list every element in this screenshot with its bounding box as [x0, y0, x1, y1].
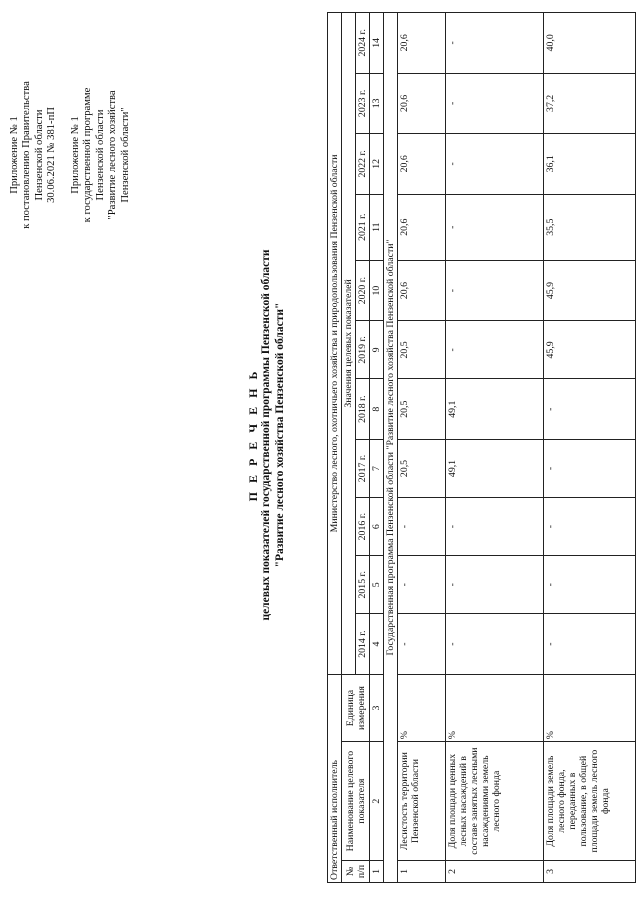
value-cell: 20,6	[398, 134, 446, 194]
table-row	[446, 13, 544, 883]
appendix-state-program	[70, 20, 132, 290]
appendix-line: Приложение № 1	[9, 116, 20, 194]
value-cell: 35,5	[544, 194, 636, 260]
appendix-line: Пензенской области"	[119, 107, 131, 203]
column-number: 11	[370, 194, 384, 260]
column-number: 6	[370, 498, 384, 556]
appendix-line: Пензенской области	[33, 109, 45, 201]
row-number: 3	[544, 860, 636, 882]
header-number: № п/п	[342, 860, 370, 882]
header-row	[342, 13, 356, 883]
value-cell: 20,5	[398, 379, 446, 439]
value-cell: -	[446, 498, 544, 556]
column-number: 3	[370, 674, 384, 741]
value-cell: 49,1	[446, 379, 544, 439]
unit-cell: %	[398, 674, 446, 741]
value-cell: -	[446, 134, 544, 194]
indicator-name: Лесистость территории Пензенской области	[398, 742, 446, 861]
column-number: 9	[370, 321, 384, 379]
value-cell: -	[446, 321, 544, 379]
column-number: 13	[370, 73, 384, 133]
document-title-block	[246, 145, 287, 725]
year-cell: 2022 г.	[356, 134, 370, 194]
year-cell: 2024 г.	[356, 13, 370, 74]
executor-row	[328, 13, 342, 883]
header-unit: Единица измерения	[342, 674, 370, 741]
value-cell: -	[446, 73, 544, 133]
year-cell: 2021 г.	[356, 194, 370, 260]
row-number: 2	[446, 860, 544, 882]
appendix-line: 30.06.2021 № 381-пП	[46, 107, 58, 203]
executor-value: Министерство лесного, охотничьего хозяйства и природопользования Пензенской области	[328, 13, 342, 675]
value-cell: -	[544, 614, 636, 674]
appendix-line: к государственной программе	[82, 87, 94, 223]
value-cell: 49,1	[446, 439, 544, 497]
column-number: 1	[370, 860, 384, 882]
program-name: "Развитие лесного хозяйства Пензенской области"	[273, 302, 286, 568]
value-cell: -	[544, 439, 636, 497]
value-cell: 20,6	[398, 194, 446, 260]
value-cell: 20,6	[398, 260, 446, 320]
table-row	[544, 13, 636, 883]
year-cell: 2019 г.	[356, 321, 370, 379]
column-number: 12	[370, 134, 384, 194]
year-cell: 2017 г.	[356, 439, 370, 497]
value-cell: 20,5	[398, 439, 446, 497]
value-cell: -	[544, 379, 636, 439]
document-title: П Е Р Е Ч Е Н Ь	[246, 368, 260, 502]
value-cell: -	[398, 556, 446, 614]
year-cell: 2020 г.	[356, 260, 370, 320]
year-cell: 2015 г.	[356, 556, 370, 614]
executor-label: Ответственный исполнитель	[328, 674, 342, 882]
value-cell: 36,1	[544, 134, 636, 194]
year-cell: 2023 г.	[356, 73, 370, 133]
value-cell: -	[446, 13, 544, 74]
unit-cell: %	[446, 674, 544, 741]
program-row-label: Государственная программа Пензенской области "Развитие лесного хозяйства Пензенской области"	[384, 13, 398, 883]
column-number: 2	[370, 742, 384, 861]
value-cell: 20,6	[398, 13, 446, 74]
indicator-name: Доля площади земель лесного фонда, переданных в пользование, в общей площади земель лесного фонда	[544, 742, 636, 861]
value-cell: -	[544, 556, 636, 614]
column-number: 7	[370, 439, 384, 497]
program-row	[384, 13, 398, 883]
header-values: Значения целевых показателей	[342, 13, 356, 675]
column-number: 8	[370, 379, 384, 439]
row-number: 1	[398, 860, 446, 882]
value-cell: 37,2	[544, 73, 636, 133]
value-cell: 40,0	[544, 13, 636, 74]
year-cell: 2018 г.	[356, 379, 370, 439]
value-cell: 45,9	[544, 321, 636, 379]
value-cell: -	[398, 614, 446, 674]
value-cell: -	[446, 260, 544, 320]
value-cell: 20,5	[398, 321, 446, 379]
indicator-name: Доля площади ценных лесных насаждений в составе занятых лесными насаждениями земель лесного фонда	[446, 742, 544, 861]
value-cell: 20,6	[398, 73, 446, 133]
column-number: 14	[370, 13, 384, 74]
value-cell: -	[446, 556, 544, 614]
unit-cell: %	[544, 674, 636, 741]
table-row	[398, 13, 446, 883]
value-cell: -	[446, 194, 544, 260]
appendix-line: Приложение № 1	[70, 116, 81, 194]
value-cell: -	[398, 498, 446, 556]
column-number: 5	[370, 556, 384, 614]
appendix-line: к постановлению Правительства	[21, 81, 33, 229]
document-subtitle: целевых показателей государственной программы Пензенской области	[260, 249, 272, 621]
value-cell: -	[544, 498, 636, 556]
column-number: 10	[370, 260, 384, 320]
value-cell: 45,9	[544, 260, 636, 320]
appendix-line: Пензенской области	[94, 109, 106, 201]
year-cell: 2014 г.	[356, 614, 370, 674]
appendix-government-resolution	[9, 20, 59, 290]
value-cell: -	[446, 614, 544, 674]
header-indicator-name: Наименование целевого показателя	[342, 742, 370, 861]
appendix-line: "Развитие лесного хозяйства	[107, 90, 119, 220]
year-cell: 2016 г.	[356, 498, 370, 556]
target-indicators-table	[327, 12, 636, 883]
column-numbers-row	[370, 13, 384, 883]
column-number: 4	[370, 614, 384, 674]
